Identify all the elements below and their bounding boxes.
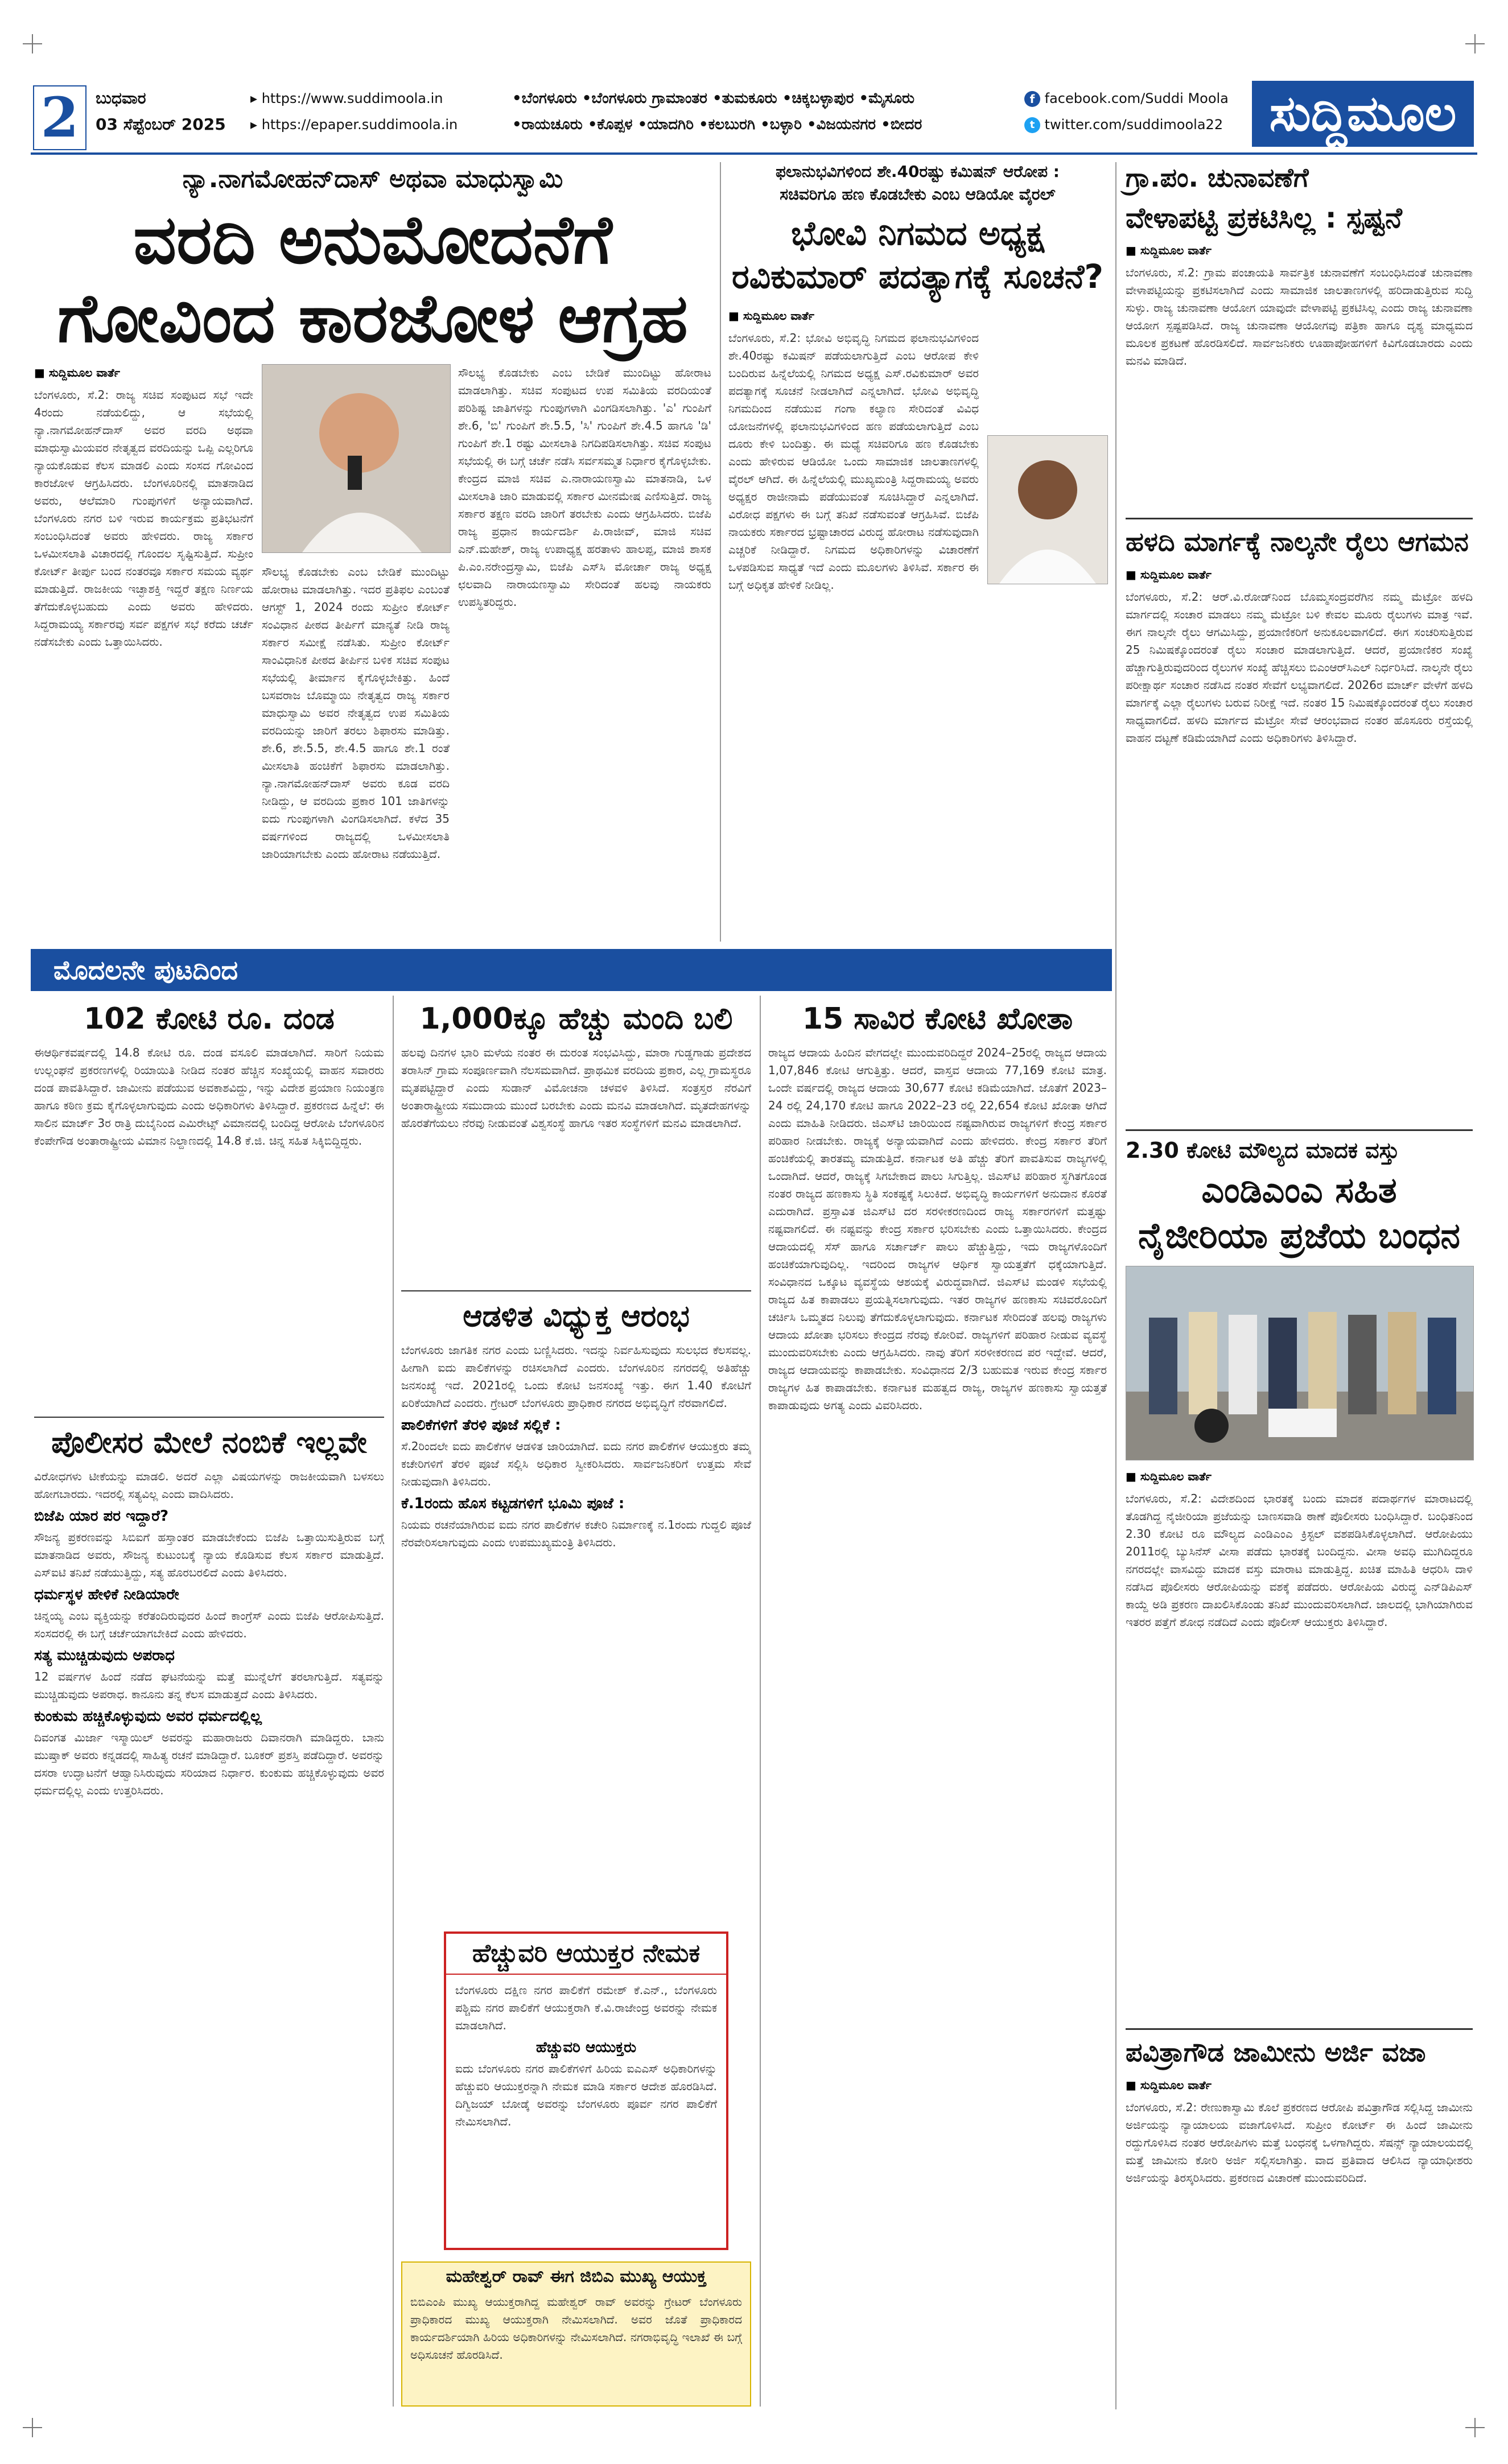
power-sub-1: ಪಾಲಿಕೆಗಳಿಗೆ ತೆರಳಿ ಪೂಜೆ ಸಲ್ಲಿಕೆ :: [401, 1417, 561, 1434]
commissioner-text-2: ಐದು ಬೆಂಗಳೂರು ನಗರ ಪಾಲಿಕೆಗಳಿಗೆ ಹಿರಿಯ ಐಎಎಸ್ ಅಧಿಕಾರಿಗಳನ್ನು ಹೆಚ್ಚುವರಿ ಆಯುಕ್ತರನ್ನಾಗಿ ನೇಮಕ ಮಾಡಿ ಸರ್ಕಾರ ಆದೇಶ ಹೊರಡಿಸಿದೆ. ದಿಗ್ವಿಜಯ್ ಬೋಡ್ಕೆ ಅವರನ್ನು ಬೆಂಗಳೂರು ಪೂರ್ವ ನಗರ ಪಾಲಿಕೆಗೆ ನೇಮಿಸಲಾಗಿದೆ.: [455, 2062, 717, 2128]
commissioner-box-title: ಹೆಚ್ಚುವರಿ ಆಯುಕ್ತರ ನೇಮಕ: [446, 1934, 726, 1975]
police-text-5: ದಿವಂಗತ ಮಿರ್ಜಾ ಇಸ್ಮಾಯಿಲ್ ಅವರನ್ನು ಮಹಾರಾಜರು ದಿವಾನರಾಗಿ ಮಾಡಿದ್ದರು. ಬಾನು ಮುಷ್ತಾಕ್ ಅವರು ಕನ್ನಡದಲ್ಲಿ ಸಾಹಿತ್ಯ ರಚನೆ ಮಾಡಿದ್ದಾರೆ. ಬೂಕರ್ ಪ್ರಶಸ್ತಿ ಪಡೆದಿದ್ದಾರೆ. ಅವರನ್ನು ದಸರಾ ಉದ್ಘಾಟನೆಗೆ ಆಹ್ವಾನಿಸಿರುವುದು ಸರಿಯಾದ ನಿರ್ಧಾರ. ಕುಂಕುಮ ಹಚ್ಚಿಕೊಳ್ಳುವುದು ಅವರ ಧರ್ಮದಲ್ಲಿಲ್ಲ ಎಂದು ಉತ್ತರಿಸಿದರು.: [34, 1731, 384, 1797]
section-bar: ಮೊದಲನೇ ಪುಟದಿಂದ: [31, 949, 1112, 991]
power-text-2: ಸೆ.2ರಿಂದಲೇ ಐದು ಪಾಲಿಕೆಗಳ ಆಡಳಿತ ಜಾರಿಯಾಗಿದೆ. ಐದು ನಗರ ಪಾಲಿಕೆಗಳ ಆಯುಕ್ತರು ತಮ್ಮ ಕಚೇರಿಗಳಿಗೆ ತೆರಳಿ ಪೂಜೆ ಸಲ್ಲಿಸಿ ಅಧಿಕಾರ ಸ್ವೀಕರಿಸಿದರು. ಸಾರ್ವಜನಿಕರಿಗೆ ಉತ್ತಮ ಸೇವೆ ನೀಡುವುದಾಗಿ ತಿಳಿಸಿದರು.: [401, 1439, 751, 1488]
rail-byline: ■ ಸುದ್ದಿಮೂಲ ವಾರ್ತೆ: [1126, 568, 1212, 581]
mdma-headline-1: ಎಂಡಿಎಂಎ ಸಹಿತ: [1201, 1169, 1397, 1211]
divider: [34, 1417, 384, 1418]
lead-headline-1: ವರದಿ ಅನುಮೋದನೆಗೆ: [133, 200, 612, 279]
cities-line-2: •ರಾಯಚೂರು •ಕೊಪ್ಪಳ •ಯಾದಗಿರಿ •ಕಲಬುರಗಿ •ಬಳ್ಳಾರಿ •ವಿಜಯನಗರ •ಬೀದರ: [512, 116, 922, 133]
masthead-social: [1024, 85, 1252, 138]
commissioner-sub: ಹೆಚ್ಚುವರಿ ಆಯುಕ್ತರು: [535, 2039, 637, 2056]
lead-headline-2: ಗೋವಿಂದ ಕಾರಜೋಳ ಆಗ್ರಹ: [57, 279, 688, 357]
crop-mark: [23, 34, 42, 53]
police-sub-4: ಕುಂಕುಮ ಹಚ್ಚಿಕೊಳ್ಳುವುದು ಅವರ ಧರ್ಮದಲ್ಲಿಲ್ಲ: [34, 1708, 262, 1725]
power-body: [401, 1342, 751, 1922]
arrest-photo: [1126, 1266, 1474, 1460]
bhovi-headline: [728, 212, 1107, 298]
mdma-text: ಬೆಂಗಳೂರು, ಸೆ.2: ವಿದೇಶದಿಂದ ಭಾರತಕ್ಕೆ ಬಂದು ಮಾದಕ ಪದಾರ್ಥಗಳ ಮಾರಾಟದಲ್ಲಿ ತೊಡಗಿದ್ದ ನೈಜೀರಿಯಾ ಪ್ರಜೆಯನ್ನು ಬಾಣಸವಾಡಿ ಠಾಣೆ ಪೊಲೀಸರು ಬಂಧಿಸಿದ್ದಾರೆ. ಬಂಧಿತನಿಂದ 2.30 ಕೋಟಿ ರೂ ಮೌಲ್ಯದ ಎಂಡಿಎಂಎ ಕ್ರಿಸ್ಟಲ್ ವಶಪಡಿಸಿಕೊಳ್ಳಲಾಗಿದೆ. ಆರೋಪಿಯು 2011ರಲ್ಲಿ ಬ್ಯುಸಿನೆಸ್ ವೀಸಾ ಪಡೆದು ಭಾರತಕ್ಕೆ ಬಂದಿದ್ದನು. ವೀಸಾ ಅವಧಿ ಮುಗಿದಿದ್ದರೂ ನಗರದಲ್ಲೇ ವಾಸವಿದ್ದು ಮಾದಕ ವಸ್ತು ಮಾರಾಟ ಮಾಡುತ್ತಿದ್ದ. ಖಚಿತ ಮಾಹಿತಿ ಆಧರಿಸಿ ದಾಳಿ ನಡೆಸಿದ ಪೊಲೀಸರು ಆರೋಪಿಯನ್ನು ವಶಕ್ಕೆ ಪಡೆದರು. ಆರೋಪಿಯ ವಿರುದ್ಧ ಎನ್‌ಡಿಪಿಎಸ್ ಕಾಯ್ದೆ ಅಡಿ ಪ್ರಕರಣ ದಾಖಲಿಸಿಕೊಂಡು ತನಿಖೆ ಮುಂದುವರಿಸಲಾಗಿದೆ. ಜಾಲದಲ್ಲಿ ಭಾಗಿಯಾಗಿರುವ ಇತರರ ಪತ್ತೆಗೆ ಶೋಧ ನಡೆದಿದೆ ಎಂದು ಪೊಲೀಸ್ ಆಯುಕ್ತರು ತಿಳಿಸಿದ್ದಾರೆ.: [1126, 1492, 1473, 1629]
loss-text: ರಾಜ್ಯದ ಆದಾಯ ಹಿಂದಿನ ವೇಗದಲ್ಲೇ ಮುಂದುವರಿದಿದ್ದರೆ 2024–25ರಲ್ಲಿ ರಾಜ್ಯದ ಆದಾಯ 1,07,846 ಕೋಟಿ ಆಗುತ್ತಿತ್ತು. ಆದರೆ, ವಾಸ್ತವ ಆದಾಯ 77,169 ಕೋಟಿ ಮಾತ್ರ. ಒಂದೇ ವರ್ಷದಲ್ಲಿ ರಾಜ್ಯದ ಆದಾಯ 30,677 ಕೋಟಿ ಕಡಿಮೆಯಾಗಿದೆ. ಜೊತೆಗೆ 2023–24 ರಲ್ಲಿ 24,170 ಕೋಟಿ ಹಾಗೂ 2022–23 ರಲ್ಲಿ 22,654 ಕೋಟಿ ಖೋತಾ ಆಗಿದೆ ಎಂದು ಮಾಹಿತಿ ನೀಡಿದರು. ಜಿಎಸ್‌ಟಿ ಜಾರಿಯಿಂದ ನಷ್ಟವಾಗಿರುವ ರಾಜ್ಯಗಳಿಗೆ ಕೇಂದ್ರ ಸರ್ಕಾರ ಪರಿಹಾರ ನೀಡಬೇಕು. ರಾಜ್ಯಕ್ಕೆ ಅನ್ಯಾಯವಾಗಿದೆ ಎಂದು ಹೇಳಿದರು. ಕೇಂದ್ರ ಸರ್ಕಾರ ತೆರಿಗೆ ಹಂಚಿಕೆಯಲ್ಲಿ ತಾರತಮ್ಯ ಮಾಡುತ್ತಿದೆ. ಕರ್ನಾಟಕ ಅತಿ ಹೆಚ್ಚು ತೆರಿಗೆ ಪಾವತಿಸುವ ರಾಜ್ಯಗಳಲ್ಲಿ ಒಂದಾಗಿದೆ. ಆದರೆ, ರಾಜ್ಯಕ್ಕೆ ಸಿಗಬೇಕಾದ ಪಾಲು ಸಿಗುತ್ತಿಲ್ಲ. ಜಿಎಸ್‌ಟಿ ಪರಿಹಾರ ಸ್ಥಗಿತಗೊಂಡ ನಂತರ ರಾಜ್ಯದ ಹಣಕಾಸು ಸ್ಥಿತಿ ಸಂಕಷ್ಟಕ್ಕೆ ಸಿಲುಕಿದೆ. ಅಭಿವೃದ್ಧಿ ಕಾರ್ಯಗಳಿಗೆ ಅನುದಾನ ಕೊರತೆ ಎದುರಾಗಿದೆ. ಪ್ರಸ್ತಾವಿತ ಜಿಎಸ್‌ಟಿ ದರ ಸರಳೀಕರಣದಿಂದ ರಾಜ್ಯ ಸರ್ಕಾರಗಳಿಗೆ ಮತ್ತಷ್ಟು ನಷ್ಟವಾಗಲಿದೆ. ಈ ನಷ್ಟವನ್ನು ಕೇಂದ್ರ ಸರ್ಕಾರ ಭರಿಸಬೇಕು ಎಂದು ಒತ್ತಾಯಿಸಿದರು. ಕೇಂದ್ರದ ಆದಾಯದಲ್ಲಿ ಸೆಸ್ ಹಾಗೂ ಸರ್ಚಾರ್ಜ್ ಪಾಲು ಹೆಚ್ಚುತ್ತಿದ್ದು, ಇದು ರಾಜ್ಯಗಳೊಂದಿಗೆ ಹಂಚಿಕೆಯಾಗುವುದಿಲ್ಲ. ಇದರಿಂದ ರಾಜ್ಯಗಳ ಆರ್ಥಿಕ ಸ್ವಾಯತ್ತತೆಗೆ ಧಕ್ಕೆಯಾಗುತ್ತಿದೆ. ಸಂವಿಧಾನದ ಒಕ್ಕೂಟ ವ್ಯವಸ್ಥೆಯ ಆಶಯಕ್ಕೆ ವಿರುದ್ಧವಾಗಿದೆ. ಜಿಎಸ್‌ಟಿ ಮಂಡಳಿ ಸಭೆಯಲ್ಲಿ ರಾಜ್ಯದ ಹಿತ ಕಾಪಾಡಲು ಪ್ರಯತ್ನಿಸಲಾಗುವುದು. ಇತರ ರಾಜ್ಯಗಳ ಹಣಕಾಸು ಸಚಿವರೊಂದಿಗೆ ಚರ್ಚಿಸಿ ಒಮ್ಮತದ ನಿಲುವು ತೆಗೆದುಕೊಳ್ಳಲಾಗುವುದು. ಕರ್ನಾಟಕ ಸೇರಿದಂತೆ ಹಲವು ರಾಜ್ಯಗಳು ಆದಾಯ ಖೋತಾ ಭರಿಸಲು ಕೇಂದ್ರದ ನೆರವು ಕೋರಿವೆ. ರಾಜ್ಯಗಳಿಗೆ ಪರಿಹಾರ ನೀಡುವ ವ್ಯವಸ್ಥೆ ಮುಂದುವರಿಸಬೇಕು ಎಂದು ಆಗ್ರಹಿಸಿದರು. ನಾವು ತೆರಿಗೆ ಸರಳೀಕರಣದ ಪರ ಇದ್ದೇವೆ. ಆದರೆ, ರಾಜ್ಯದ ಆದಾಯವನ್ನು ಕಾಪಾಡಬೇಕು. ಸಂವಿಧಾನದ 2/3 ಬಹುಮತ ಇರುವ ಕೇಂದ್ರ ಸರ್ಕಾರ ರಾಜ್ಯಗಳ ಹಿತ ಕಾಪಾಡಬೇಕು. ಕರ್ನಾಟಕ ಮಹತ್ವದ ರಾಜ್ಯ, ರಾಜ್ಯಗಳ ಹಣಕಾಸು ಸ್ವಾಯತ್ತತೆ ಕಾಪಾಡುವುದು ಅಗತ್ಯ ಎಂದು ವಿವರಿಸಿದರು.: [768, 1046, 1107, 1412]
police-sub-3: ಸತ್ಯ ಮುಚ್ಚಿಡುವುದು ಅಪರಾಧ: [34, 1647, 175, 1664]
karajol-photo: [262, 364, 451, 553]
rail-text: ಬೆಂಗಳೂರು, ಸೆ.2: ಆರ್.ವಿ.ರೋಡ್‌ನಿಂದ ಬೊಮ್ಮಸಂದ್ರವರೆಗಿನ ನಮ್ಮ ಮೆಟ್ರೋ ಹಳದಿ ಮಾರ್ಗದಲ್ಲಿ ಸಂಚಾರ ಮಾಡಲು ನಮ್ಮ ಮೆಟ್ರೋ ಬಳಿ ಕೇವಲ ಮೂರು ರೈಲುಗಳು ಮಾತ್ರ ಇವೆ. ಈಗ ನಾಲ್ಕನೇ ರೈಲು ಆಗಮಿಸಿದ್ದು, ಪ್ರಯಾಣಿಕರಿಗೆ ಅನುಕೂಲವಾಗಲಿದೆ. ಈಗ ಸಂಚರಿಸುತ್ತಿರುವ 25 ನಿಮಿಷಕ್ಕೊಂದರಂತೆ ರೈಲು ಸಂಚಾರ ಮಾಡಲಾಗುತ್ತಿದೆ. ಆದರೆ, ಪ್ರಯಾಣಿಕರ ಸಂಖ್ಯೆ ಹೆಚ್ಚಾಗುತ್ತಿರುವುದರಿಂದ ರೈಲುಗಳ ಸಂಖ್ಯೆ ಹೆಚ್ಚಿಸಲು ಬಿಎಂಆರ್‌ಸಿಎಲ್ ನಿರ್ಧರಿಸಿದೆ. ನಾಲ್ಕನೇ ರೈಲು ಪರೀಕ್ಷಾರ್ಥ ಸಂಚಾರ ನಡೆಸಿದ ನಂತರ ಸೇವೆಗೆ ಲಭ್ಯವಾಗಲಿದೆ. 2026ರ ಮಾರ್ಚ್ ವೇಳೆಗೆ ಹಳದಿ ಮಾರ್ಗಕ್ಕೆ ಎಲ್ಲಾ ರೈಲುಗಳು ಬರುವ ನಿರೀಕ್ಷೆ ಇದೆ. ನಂತರ 15 ನಿಮಿಷಕ್ಕೊಂದರಂತೆ ರೈಲು ಸಂಚಾರ ಸಾಧ್ಯವಾಗಲಿದೆ. ಹಳದಿ ಮಾರ್ಗದ ಮೆಟ್ರೋ ಸೇವೆ ಆರಂಭವಾದ ನಂತರ ಹೊಸೂರು ರಸ್ತೆಯಲ್ಲಿ ವಾಹನ ದಟ್ಟಣೆ ಕಡಿಮೆಯಾಗಿದೆ ಎಂದು ಅಧಿಕಾರಿಗಳು ತಿಳಿಸಿದ್ದಾರೆ.: [1126, 590, 1473, 745]
mdma-kicker: 2.30 ಕೋಟಿ ಮೌಲ್ಯದ ಮಾದಕ ವಸ್ತು: [1126, 1138, 1400, 1163]
police-body: [34, 1468, 384, 2407]
mdma-byline: ■ ಸುದ್ದಿಮೂಲ ವಾರ್ತೆ: [1126, 1470, 1212, 1483]
column-divider: [720, 162, 721, 942]
police-sub-1: ಬಿಜೆಪಿ ಯಾರ ಪರ ಇದ್ದಾರೆ?: [34, 1508, 169, 1525]
twitter-link[interactable]: t twitter.com/suddimoola22: [1024, 112, 1252, 138]
fine-headline: 102 ಕೋಟಿ ರೂ. ದಂಡ: [84, 1002, 335, 1036]
commissioner-text-1: ಬೆಂಗಳೂರು ದಕ್ಷಿಣ ನಗರ ಪಾಲಿಕೆಗೆ ರಮೇಶ್ ಕೆ.ಎನ್., ಬೆಂಗಳೂರು ಪಶ್ಚಿಮ ನಗರ ಪಾಲಿಕೆಗೆ ಆಯುಕ್ತರಾಗಿ ಕೆ.ವಿ.ರಾಜೇಂದ್ರ ಅವರನ್ನು ನೇಮಕ ಮಾಡಲಾಗಿದೆ.: [455, 1983, 717, 2032]
power-headline: ಆಡಳಿತ ವಿಧ್ಯುಕ್ತ ಆರಂಭ: [463, 1299, 690, 1334]
police-text-3: ಚಿನ್ನಯ್ಯ ಎಂಬ ವ್ಯಕ್ತಿಯನ್ನು ಕರೆತಂದಿರುವುದರ ಹಿಂದೆ ಕಾಂಗ್ರೆಸ್ ಎಂದು ಬಿಜೆಪಿ ಆರೋಪಿಸುತ್ತಿದೆ. ಸಂಸದರಲ್ಲಿ ಈ ಬಗ್ಗೆ ಚರ್ಚೆಯಾಗಬೇಕಿದೆ ಎಂದು ಹೇಳಿದರು.: [34, 1609, 384, 1640]
bhovi-kicker-2: ಸಚಿವರಿಗೂ ಹಣ ಕೊಡಬೇಕು ಎಂಬ ಆಡಿಯೋ ವೈರಲ್: [780, 185, 1056, 204]
gp-text: ಬೆಂಗಳೂರು, ಸೆ.2: ಗ್ರಾಮ ಪಂಚಾಯತಿ ಸಾರ್ವತ್ರಿಕ ಚುನಾವಣೆಗೆ ಸಂಬಂಧಿಸಿದಂತೆ ಚುನಾವಣಾ ವೇಳಾಪಟ್ಟಿಯನ್ನು ಪ್ರಕಟಿಸಲಾಗಿದೆ ಎಂದು ಸಾಮಾಜಿಕ ಜಾಲತಾಣಗಳಲ್ಲಿ ಹರಿದಾಡುತ್ತಿರುವ ಸುದ್ದಿ ಸುಳ್ಳು. ರಾಜ್ಯ ಚುನಾವಣಾ ಆಯೋಗ ಯಾವುದೇ ವೇಳಾಪಟ್ಟಿ ಪ್ರಕಟಿಸಿಲ್ಲ ಎಂದು ರಾಜ್ಯ ಚುನಾವಣಾ ಆಯೋಗ ಸ್ಪಷ್ಟಪಡಿಸಿದೆ. ರಾಜ್ಯ ಚುನಾವಣಾ ಆಯೋಗವು ಪತ್ರಿಕಾ ಹಾಗೂ ದೃಶ್ಯ ಮಾಧ್ಯಮದ ಮೂಲಕ ಪ್ರಕಟಣೆ ಹೊರಡಿಸಲಿದೆ. ಸಾರ್ವಜನಿಕರು ಊಹಾಪೋಹಗಳಿಗೆ ಕಿವಿಗೊಡಬಾರದು ಎಂದು ಮನವಿ ಮಾಡಿದೆ.: [1126, 266, 1473, 368]
pavitra-text: ಬೆಂಗಳೂರು, ಸೆ.2: ರೇಣುಕಾಸ್ವಾಮಿ ಕೊಲೆ ಪ್ರಕರಣದ ಆರೋಪಿ ಪವಿತ್ರಾಗೌಡ ಸಲ್ಲಿಸಿದ್ದ ಜಾಮೀನು ಅರ್ಜಿಯನ್ನು ನ್ಯಾಯಾಲಯ ವಜಾಗೊಳಿಸಿದೆ. ಸುಪ್ರೀಂ ಕೋರ್ಟ್ ಈ ಹಿಂದೆ ಜಾಮೀನು ರದ್ದುಗೊಳಿಸಿದ ನಂತರ ಆರೋಪಿಗಳು ಮತ್ತೆ ಬಂಧನಕ್ಕೆ ಒಳಗಾಗಿದ್ದರು. ಸೆಷನ್ಸ್ ನ್ಯಾಯಾಲಯದಲ್ಲಿ ಮತ್ತೆ ಜಾಮೀನು ಕೋರಿ ಅರ್ಜಿ ಸಲ್ಲಿಸಲಾಗಿತ್ತು. ವಾದ ಪ್ರತಿವಾದ ಆಲಿಸಿದ ನ್ಯಾಯಾಧೀಶರು ಅರ್ಜಿಯನ್ನು ತಿರಸ್ಕರಿಸಿದರು. ಪ್ರಕರಣದ ವಿಚಾರಣೆ ಮುಂದುವರಿದಿದೆ.: [1126, 2100, 1473, 2185]
bhovi-body: [728, 307, 979, 939]
gp-byline: ■ ಸುದ್ದಿಮೂಲ ವಾರ್ತೆ: [1126, 243, 1212, 257]
divider: [1126, 2028, 1473, 2030]
column-divider: [393, 996, 394, 2407]
chief-commissioner-text: ಬಿಬಿಎಂಪಿ ಮುಖ್ಯ ಆಯುಕ್ತರಾಗಿದ್ದ ಮಹೇಶ್ವರ್ ರಾವ್ ಅವರನ್ನು ಗ್ರೇಟರ್ ಬೆಂಗಳೂರು ಪ್ರಾಧಿಕಾರದ ಮುಖ್ಯ ಆಯುಕ್ತರಾಗಿ ನೇಮಿಸಲಾಗಿದೆ. ಅವರ ಜೊತೆ ಪ್ರಾಧಿಕಾರದ ಕಾರ್ಯದರ್ಶಿಯಾಗಿ ಹಿರಿಯ ಅಧಿಕಾರಿಗಳನ್ನು ನೇಮಿಸಲಾಗಿದೆ. ನಗರಾಭಿವೃದ್ಧಿ ಇಲಾಖೆ ಈ ಬಗ್ಗೆ ಅಧಿಸೂಚನೆ ಹೊರಡಿಸಿದೆ.: [410, 2295, 742, 2362]
rail-body: [1126, 566, 1473, 1126]
police-text-2: ಸೌಜನ್ಯ ಪ್ರಕರಣವನ್ನು ಸಿಬಿಐಗೆ ಹಸ್ತಾಂತರ ಮಾಡಬೇಕೆಂದು ಬಿಜೆಪಿ ಒತ್ತಾಯಿಸುತ್ತಿರುವ ಬಗ್ಗೆ ಮಾತನಾಡಿದ ಅವರು, ಸೌಜನ್ಯ ಕುಟುಂಬಕ್ಕೆ ನ್ಯಾಯ ಕೊಡಿಸುವ ಕೆಲಸ ಸರ್ಕಾರ ಮಾಡುತ್ತಿದೆ. ಎಸ್ಐಟಿ ತನಿಖೆ ನಡೆಯುತ್ತಿದ್ದು, ಸತ್ಯ ಹೊರಬರಲಿದೆ ಎಂದು ತಿಳಿಸಿದರು.: [34, 1530, 384, 1579]
lead-kicker: ನ್ಯಾ.ನಾಗಮೋಹನ್‌ದಾಸ್ ಅಥವಾ ಮಾಧುಸ್ವಾಮಿ: [182, 164, 563, 193]
power-text-3: ನಿಯಮ ರಚನೆಯಾಗಿರುವ ಐದು ನಗರ ಪಾಲಿಕೆಗಳ ಕಚೇರಿ ನಿರ್ಮಾಣಕ್ಕೆ ನ.1ರಂದು ಗುದ್ದಲಿ ಪೂಜೆ ನೆರವೇರಿಸಲಾಗುವುದು ಎಂದು ಉಪಮುಖ್ಯಮಂತ್ರಿ ತಿಳಿಸಿದರು.: [401, 1518, 751, 1549]
police-text-1: ವಿರೋಧಗಳು ಟೀಕೆಯನ್ನು ಮಾಡಲಿ. ಅದರೆ ಎಲ್ಲಾ ವಿಷಯಗಳನ್ನು ರಾಜಕೀಯವಾಗಿ ಬಳಸಲು ಹೋಗಬಾರದು. ಇದರಲ್ಲಿ ಸತ್ಯವಿಲ್ಲ ಎಂದು ವಾದಿಸಿದರು.: [34, 1470, 384, 1501]
chief-commissioner-title: ಮಹೇಶ್ವರ್ ರಾವ್ ಈಗ ಜಿಬಿಎ ಮುಖ್ಯ ಆಯುಕ್ತ: [446, 2267, 707, 2286]
facebook-link[interactable]: f facebook.com/Suddi Moola: [1024, 85, 1252, 112]
masthead-day: ಬುಧವಾರ: [96, 89, 146, 108]
fine-body: [34, 1044, 384, 1414]
column-divider-right: [1115, 162, 1116, 2409]
lead-col1-text: ಬೆಂಗಳೂರು, ಸೆ.2: ರಾಜ್ಯ ಸಚಿವ ಸಂಪುಟದ ಸಭೆ ಇದೇ 4ರಂದು ನಡೆಯಲಿದ್ದು, ಆ ಸಭೆಯಲ್ಲಿ ನ್ಯಾ.ನಾಗಮೋಹನ್‌ದಾಸ್ ಅವರ ವರದಿ ಅಥವಾ ಮಾಧುಸ್ವಾಮಿಯವರ ನೇತೃತ್ವದ ವರದಿಯನ್ನು ಒಪ್ಪಿ ಎಲ್ಲರಿಗೂ ನ್ಯಾಯಕೊಡುವ ಕೆಲಸ ಮಾಡಲಿ ಎಂದು ಸಂಸದ ಗೋವಿಂದ ಕಾರಜೋಳ ಆಗ್ರಹಿಸಿದರು. ಬೆಂಗಳೂರಿನಲ್ಲಿ ಮಾತನಾಡಿದ ಅವರು, ಆಲೆಮಾರಿ ಗುಂಪುಗಳಿಗೆ ಅನ್ಯಾಯವಾಗಿದೆ. ಬೆಂಗಳೂರು ನಗರ ಬಳಿ ಇರುವ ಕಾರ್ಯಕ್ರಮ ಪ್ರತಿಭಟನೆಗೆ ಸಂಬಂಧಿಸಿದಂತೆ ಅವರು ಹೇಳಿದರು. ರಾಜ್ಯ ಸರ್ಕಾರ ಒಳಮೀಸಲಾತಿ ವಿಚಾರದಲ್ಲಿ ಗೊಂದಲ ಸೃಷ್ಟಿಸುತ್ತಿದೆ. ಸುಪ್ರೀಂ ಕೋರ್ಟ್ ತೀರ್ಪು ಬಂದ ನಂತರವೂ ಸರ್ಕಾರ ಸಮಯ ವ್ಯರ್ಥ ಮಾಡುತ್ತಿದೆ. ರಾಜಕೀಯ ಇಚ್ಛಾಶಕ್ತಿ ಇದ್ದರೆ ತಕ್ಷಣ ನಿರ್ಣಯ ತೆಗೆದುಕೊಳ್ಳಬಹುದು ಎಂದು ಅವರು ಹೇಳಿದರು. ಸಿದ್ದರಾಮಯ್ಯ ಸರ್ಕಾರವು ಸರ್ವ ಪಕ್ಷಗಳ ಸಭೆ ಕರೆದು ಚರ್ಚೆ ನಡೆಸಬೇಕು ಎಂದು ಒತ್ತಾಯಿಸಿದರು.: [34, 388, 253, 649]
chief-commissioner-body: [402, 2291, 750, 2404]
divider: [401, 1290, 751, 1291]
lead-story: [34, 162, 711, 196]
crop-mark: [23, 2418, 42, 2437]
rail-headline: ಹಳದಿ ಮಾರ್ಗಕ್ಕೆ ನಾಲ್ಕನೇ ರೈಲು ಆಗಮನ: [1126, 526, 1469, 557]
gp-kicker: ಗ್ರಾ.ಪಂ. ಚುನಾವಣೆಗೆ: [1126, 162, 1309, 193]
crop-mark: [1465, 2418, 1485, 2437]
deaths-text: ಹಲವು ದಿನಗಳ ಭಾರಿ ಮಳೆಯ ನಂತರ ಈ ದುರಂತ ಸಂಭವಿಸಿದ್ದು, ಮಾರಾ ಗುಡ್ಡಗಾಡು ಪ್ರದೇಶದ ತರಾಸಿನ್ ಗ್ರಾಮ ಸಂಪೂರ್ಣವಾಗಿ ನೆಲಸಮವಾಗಿದೆ. ಪ್ರಾಥಮಿಕ ವರದಿಯ ಪ್ರಕಾರ, ಎಲ್ಲ ಗ್ರಾಮಸ್ಥರೂ ಮೃತಪಟ್ಟಿದ್ದಾರೆ ಎಂದು ಸುಡಾನ್ ವಿಮೋಚನಾ ಚಳವಳಿ ತಿಳಿಸಿದೆ. ಸಂತ್ರಸ್ತರ ನೆರವಿಗೆ ಅಂತಾರಾಷ್ಟ್ರೀಯ ಸಮುದಾಯ ಮುಂದೆ ಬರಬೇಕು ಎಂದು ಮನವಿ ಮಾಡಲಾಗಿದೆ. ಮೃತದೇಹಗಳನ್ನು ಹೊರತೆಗೆಯಲು ನೆರವು ನೀಡುವಂತೆ ವಿಶ್ವಸಂಸ್ಥೆ ಹಾಗೂ ಇತರ ಸಂಸ್ಥೆಗಳಿಗೆ ಮನವಿ ಮಾಡಲಾಗಿದೆ.: [401, 1046, 751, 1130]
bhovi-headline-1: ಭೋವಿ ನಿಗಮದ ಅಧ್ಯಕ್ಷ: [791, 214, 1044, 253]
lead-col-1: [34, 364, 253, 939]
fine-text: ಈಆರ್ಥಿಕವರ್ಷದಲ್ಲಿ 14.8 ಕೋಟಿ ರೂ. ದಂಡ ವಸೂಲಿ ಮಾಡಲಾಗಿದೆ. ಸಾರಿಗೆ ನಿಯಮ ಉಲ್ಲಂಘನೆ ಪ್ರಕರಣಗಳಲ್ಲಿ ರಿಯಾಯಿತಿ ನೀಡಿದ ನಂತರ ಹೆಚ್ಚಿನ ಸಂಖ್ಯೆಯಲ್ಲಿ ವಾಹನ ಸವಾರರು ದಂಡ ಪಾವತಿಸಿದ್ದಾರೆ. ಜಾಮೀನು ಪಡೆಯುವ ಅವಕಾಶವಿದ್ದು, ಇನ್ನು ವಿದೇಶ ಪ್ರಯಾಣ ನಿಯಂತ್ರಣ ಹಾಗೂ ಕಠಿಣ ಕ್ರಮ ಕೈಗೊಳ್ಳಲಾಗುವುದು ಎಂದು ಅಧಿಕಾರಿಗಳು ತಿಳಿಸಿದ್ದಾರೆ. ಪ್ರಕರಣದ ಹಿನ್ನೆಲೆ: ಈ ಸಾಲಿನ ಮಾರ್ಚ್ 3ರ ರಾತ್ರಿ ದುಬೈನಿಂದ ಎಮಿರೇಟ್ಸ್ ವಿಮಾನದಲ್ಲಿ ಬಂದಿದ್ದ ಆರೋಪಿ ಬೆಂಗಳೂರಿನ ಕೆಂಪೇಗೌಡ ಅಂತಾರಾಷ್ಟ್ರೀಯ ವಿಮಾನ ನಿಲ್ದಾಣದಲ್ಲಿ 14.8 ಕೆ.ಜಿ. ಚಿನ್ನ ಸಹಿತ ಸಿಕ್ಕಿಬಿದ್ದಿದ್ದರು.: [34, 1046, 384, 1148]
pavitra-byline: ■ ಸುದ್ದಿಮೂಲ ವಾರ್ತೆ: [1126, 2078, 1212, 2092]
divider: [1126, 1129, 1473, 1131]
lead-col-3: [458, 364, 711, 939]
power-sub-2: ಕೆ.1ರಂದು ಹೊಸ ಕಟ್ಟಡಗಳಿಗೆ ಭೂಮಿ ಪೂಜೆ :: [401, 1495, 625, 1512]
bhovi-headline-2: ರವಿಕುಮಾರ್ ಪದತ್ಯಾಗಕ್ಕೆ ಸೂಚನೆ?: [732, 257, 1103, 296]
loss-headline: 15 ಸಾವಿರ ಕೋಟಿ ಖೋತಾ: [802, 1002, 1073, 1036]
twitter-icon: t: [1024, 117, 1040, 133]
bhovi-text: ಬೆಂಗಳೂರು, ಸೆ.2: ಭೋವಿ ಅಭಿವೃದ್ಧಿ ನಿಗಮದ ಫಲಾನುಭವಿಗಳಿಂದ ಶೇ.40ರಷ್ಟು ಕಮಿಷನ್ ಪಡೆಯಲಾಗುತ್ತಿದೆ ಎಂಬ ಆರೋಪ ಕೇಳಿ ಬಂದಿರುವ ಹಿನ್ನೆಲೆಯಲ್ಲಿ ನಿಗಮದ ಅಧ್ಯಕ್ಷ ಎಸ್.ರವಿಕುಮಾರ್ ಅವರ ಪದತ್ಯಾಗಕ್ಕೆ ಸೂಚನೆ ನೀಡಲಾಗಿದೆ ಎನ್ನಲಾಗಿದೆ. ಭೋವಿ ಅಭಿವೃದ್ಧಿ ನಿಗಮದಿಂದ ನಡೆಯುವ ಗಂಗಾ ಕಲ್ಯಾಣ ಸೇರಿದಂತೆ ವಿವಿಧ ಯೋಜನೆಗಳಲ್ಲಿ ಫಲಾನುಭವಿಗಳಿಂದ ಹಣ ಪಡೆಯಲಾಗುತ್ತಿದೆ ಎಂಬ ದೂರು ಕೇಳಿ ಬಂದಿತ್ತು. ಈ ಮಧ್ಯೆ ಸಚಿವರಿಗೂ ಹಣ ಕೊಡಬೇಕು ಎಂದು ಹೇಳಿರುವ ಆಡಿಯೋ ಒಂದು ಸಾಮಾಜಿಕ ಜಾಲತಾಣಗಳಲ್ಲಿ ವೈರಲ್ ಆಗಿದೆ. ಈ ಹಿನ್ನೆಲೆಯಲ್ಲಿ ಮುಖ್ಯಮಂತ್ರಿ ಸಿದ್ದರಾಮಯ್ಯ ಅವರು ಅಧ್ಯಕ್ಷರ ರಾಜೀನಾಮೆ ಪಡೆಯುವಂತೆ ಸೂಚಿಸಿದ್ದಾರೆ ಎನ್ನಲಾಗಿದೆ. ವಿರೋಧ ಪಕ್ಷಗಳು ಈ ಬಗ್ಗೆ ತನಿಖೆ ನಡೆಸುವಂತೆ ಆಗ್ರಹಿಸಿವೆ. ಬಿಜೆಪಿ ನಾಯಕರು ಸರ್ಕಾರದ ಭ್ರಷ್ಟಾಚಾರದ ವಿರುದ್ಧ ಹೋರಾಟ ನಡೆಸುವುದಾಗಿ ಎಚ್ಚರಿಕೆ ನೀಡಿದ್ದಾರೆ. ನಿಗಮದ ಅಧಿಕಾರಿಗಳನ್ನು ವಿಚಾರಣೆಗೆ ಒಳಪಡಿಸುವ ಸಾಧ್ಯತೆ ಇದೆ ಎಂದು ಮೂಲಗಳು ತಿಳಿಸಿವೆ. ಸರ್ಕಾರ ಈ ಬಗ್ಗೆ ಅಧಿಕೃತ ಹೇಳಿಕೆ ನೀಡಿಲ್ಲ.: [728, 331, 979, 592]
bhovi-kicker-1: ಫಲಾನುಭವಿಗಳಿಂದ ಶೇ.40ರಷ್ಟು ಕಮಿಷನ್ ಆರೋಪ :: [776, 162, 1060, 181]
deaths-body: [401, 1044, 751, 1289]
bhovi-byline: ■ ಸುದ್ದಿಮೂಲ ವಾರ್ತೆ: [728, 309, 814, 323]
newspaper-logo: ಸುದ್ದಿಮೂಲ: [1252, 81, 1474, 147]
police-sub-2: ಧರ್ಮಸ್ಥಳ ಹೇಳಿಕೆ ನೀಡಿಯಾರೇ: [34, 1586, 179, 1603]
masthead-date: [96, 85, 238, 138]
chief-commissioner-box: [401, 2261, 751, 2407]
masthead-cities: [512, 85, 1024, 138]
epaper-link[interactable]: ▸ https://epaper.suddimoola.in: [250, 117, 458, 133]
ravikumar-photo: [987, 435, 1108, 584]
police-text-4: 12 ವರ್ಷಗಳ ಹಿಂದೆ ನಡೆದ ಘಟನೆಯನ್ನು ಮತ್ತೆ ಮುನ್ನೆಲೆಗೆ ತರಲಾಗುತ್ತಿದೆ. ಸತ್ಯವನ್ನು ಮುಚ್ಚಿಡುವುದು ಅಪರಾಧ. ಕಾನೂನು ತನ್ನ ಕೆಲಸ ಮಾಡುತ್ತದೆ ಎಂದು ತಿಳಿಸಿದರು.: [34, 1670, 384, 1701]
deaths-headline: 1,000ಕ್ಕೂ ಹೆಚ್ಚು ಮಂದಿ ಬಲಿ: [419, 1002, 733, 1036]
lead-col-2: [262, 563, 450, 939]
masthead-date-text: 03 ಸೆಪ್ಟೆಂಬರ್ 2025: [96, 115, 226, 134]
facebook-icon: f: [1024, 91, 1040, 107]
mdma-headline: [1126, 1167, 1473, 1258]
power-text-1: ಬೆಂಗಳೂರು ಜಾಗತಿಕ ನಗರ ಎಂದು ಬಣ್ಣಿಸಿದರು. ಇದನ್ನು ನಿರ್ವಹಿಸುವುದು ಸುಲಭದ ಕೆಲಸವಲ್ಲ. ಹೀಗಾಗಿ ಐದು ಪಾಲಿಕೆಗಳನ್ನು ರಚಿಸಲಾಗಿದೆ ಎಂದರು. ಬೆಂಗಳೂರಿನ ನಗರದಲ್ಲಿ ಅತಿಹೆಚ್ಚು ಜನಸಂಖ್ಯೆ ಇದೆ. 2021ರಲ್ಲಿ ಒಂದು ಕೋಟಿ ಜನಸಂಖ್ಯೆ ಇತ್ತು. ಈಗ 1.40 ಕೋಟಿಗೆ ಏರಿಕೆಯಾಗಿದೆ ಎಂದರು. ಗ್ರೇಟರ್ ಬೆಂಗಳೂರು ಪ್ರಾಧಿಕಾರ ನಗರದ ಅಭಿವೃದ್ಧಿಗೆ ನೆರವಾಗಲಿದೆ.: [401, 1343, 751, 1410]
website-link[interactable]: ▸ https://www.suddimoola.in: [250, 90, 443, 106]
pavitra-body: [1126, 2077, 1473, 2407]
mdma-headline-2: ನೈಜೀರಿಯಾ ಪ್ರಜೆಯ ಬಂಧನ: [1138, 1215, 1461, 1256]
bhovi-kickers: [728, 160, 1107, 206]
mdma-body: [1126, 1468, 1473, 2025]
commissioner-box-body: [446, 1975, 726, 2250]
loss-body: [768, 1044, 1107, 2407]
gp-body: [1126, 242, 1473, 515]
cities-line-1: •ಬೆಂಗಳೂರು •ಬೆಂಗಳೂರು ಗ್ರಾಮಾಂತರ •ತುಮಕೂರು •ಚಿಕ್ಕಬಳ್ಳಾಪುರ •ಮೈಸೂರು: [512, 90, 914, 107]
masthead-links: [250, 85, 501, 138]
police-headline: ಪೊಲೀಸರ ಮೇಲೆ ನಂಬಿಕೆ ಇಲ್ಲವೇ: [51, 1426, 367, 1460]
pavitra-headline: ಪವಿತ್ರಾಗೌಡ ಜಾಮೀನು ಅರ್ಜಿ ವಜಾ: [1126, 2037, 1426, 2067]
divider: [1126, 518, 1473, 519]
gp-headline: ವೇಳಾಪಟ್ಟಿ ಪ್ರಕಟಿಸಿಲ್ಲ : ಸ್ಪಷ್ಟನೆ: [1126, 201, 1402, 234]
lead-col2-text: ಸೌಲಭ್ಯ ಕೊಡಬೇಕು ಎಂಬ ಬೇಡಿಕೆ ಮುಂದಿಟ್ಟು ಹೋರಾಟ ಮಾಡಲಾಗಿತ್ತು. ಇದರ ಪ್ರತಿಫಲ ಎಂಬಂತೆ ಆಗಸ್ಟ್ 1, 2024 ರಂದು ಸುಪ್ರೀಂ ಕೋರ್ಟ್ ಸಂವಿಧಾನ ಪೀಠದ ತೀರ್ಪಿಗೆ ಮಾನ್ಯತೆ ನೀಡಿ ರಾಜ್ಯ ಸರ್ಕಾರ ಸಮೀಕ್ಷೆ ನಡೆಸಿತು. ಸುಪ್ರೀಂ ಕೋರ್ಟ್ ಸಾಂವಿಧಾನಿಕ ಪೀಠದ ತೀರ್ಪಿನ ಬಳಿಕ ಸಚಿವ ಸಂಪುಟ ಸಭೆಯಲ್ಲಿ ತೀರ್ಮಾನ ಕೈಗೊಳ್ಳಬೇಕಿತ್ತು. ಹಿಂದೆ ಬಸವರಾಜ ಬೊಮ್ಮಾಯಿ ನೇತೃತ್ವದ ರಾಜ್ಯ ಸರ್ಕಾರ ಮಾಧುಸ್ವಾಮಿ ಅವರ ನೇತೃತ್ವದ ಉಪ ಸಮಿತಿಯ ವರದಿಯನ್ನು ಜಾರಿಗೆ ತರಲು ಶಿಫಾರಸು ಮಾಡಿತ್ತು. ಶೇ.6, ಶೇ.5.5, ಶೇ.4.5 ಹಾಗೂ ಶೇ.1 ರಂತೆ ಮೀಸಲಾತಿ ಹಂಚಿಕೆಗೆ ಶಿಫಾರಸು ಮಾಡಲಾಗಿತ್ತು. ನ್ಯಾ.ನಾಗಮೋಹನ್‌ದಾಸ್ ಅವರು ಕೂಡ ವರದಿ ನೀಡಿದ್ದು, ಆ ವರದಿಯ ಪ್ರಕಾರ 101 ಜಾತಿಗಳನ್ನು ಐದು ಗುಂಪುಗಳಾಗಿ ವಿಂಗಡಿಸಲಾಗಿದೆ. ಕಳೆದ 35 ವರ್ಷಗಳಿಂದ ರಾಜ್ಯದಲ್ಲಿ ಒಳಮೀಸಲಾತಿ ಜಾರಿಯಾಗಬೇಕು ಎಂದು ಹೋರಾಟ ನಡೆಯುತ್ತಿದೆ.: [262, 565, 450, 861]
column-divider: [760, 996, 761, 2407]
lead-byline: ■ ಸುದ್ದಿಮೂಲ ವಾರ್ತೆ: [34, 366, 120, 379]
lead-col3-text: ಸೌಲಭ್ಯ ಕೊಡಬೇಕು ಎಂಬ ಬೇಡಿಕೆ ಮುಂದಿಟ್ಟು ಹೋರಾಟ ಮಾಡಲಾಗಿತ್ತು. ಸಚಿವ ಸಂಪುಟದ ಉಪ ಸಮಿತಿಯ ವರದಿಯಂತೆ ಪರಿಶಿಷ್ಟ ಜಾತಿಗಳನ್ನು ಗುಂಪುಗಳಾಗಿ ವಿಂಗಡಿಸಲಾಗಿತ್ತು. 'ಎ' ಗುಂಪಿಗೆ ಶೇ.6, 'ಬಿ' ಗುಂಪಿಗೆ ಶೇ.5.5, 'ಸಿ' ಗುಂಪಿಗೆ ಶೇ.4.5 ಹಾಗೂ 'ಡಿ' ಗುಂಪಿಗೆ ಶೇ.1 ರಷ್ಟು ಮೀಸಲಾತಿ ನಿಗದಿಪಡಿಸಲಾಗಿತ್ತು. ಸಚಿವ ಸಂಪುಟ ಸಭೆಯಲ್ಲಿ ಈ ಬಗ್ಗೆ ಚರ್ಚೆ ನಡೆಸಿ ಸರ್ವಸಮ್ಮತ ನಿರ್ಧಾರ ಕೈಗೊಳ್ಳಬೇಕು. ಕೇಂದ್ರದ ಮಾಜಿ ಸಚಿವ ಎ.ನಾರಾಯಣಸ್ವಾಮಿ ಮಾತನಾಡಿ, ಒಳ ಮೀಸಲಾತಿ ಜಾರಿ ಮಾಡುವಲ್ಲಿ ಸರ್ಕಾರ ಮೀನಮೇಷ ಎಣಿಸುತ್ತಿದೆ. ರಾಜ್ಯ ಸರ್ಕಾರ ತಕ್ಷಣ ವರದಿ ಜಾರಿಗೆ ತರಬೇಕು ಎಂದು ಆಗ್ರಹಿಸಿದರು. ಬಿಜೆಪಿ ರಾಜ್ಯ ಪ್ರಧಾನ ಕಾರ್ಯದರ್ಶಿ ಪಿ.ರಾಜೀವ್, ಮಾಜಿ ಸಚಿವ ಎನ್.ಮಹೇಶ್, ರಾಜ್ಯ ಉಪಾಧ್ಯಕ್ಷ ಹರತಾಳು ಹಾಲಪ್ಪ, ಮಾಜಿ ಶಾಸಕ ಪಿ.ಎಂ.ನರೇಂದ್ರಸ್ವಾಮಿ, ಬಿಜೆಪಿ ಎಸ್‌ಸಿ ಮೋರ್ಚಾ ರಾಜ್ಯ ಅಧ್ಯಕ್ಷ ಛಲವಾದಿ ನಾರಾಯಣಸ್ವಾಮಿ ಸೇರಿದಂತೆ ಹಲವು ನಾಯಕರು ಉಪಸ್ಥಿತರಿದ್ದರು.: [458, 366, 711, 609]
commissioner-box: [444, 1931, 728, 2250]
crop-mark: [1465, 34, 1485, 53]
page-number: 2: [33, 85, 86, 150]
